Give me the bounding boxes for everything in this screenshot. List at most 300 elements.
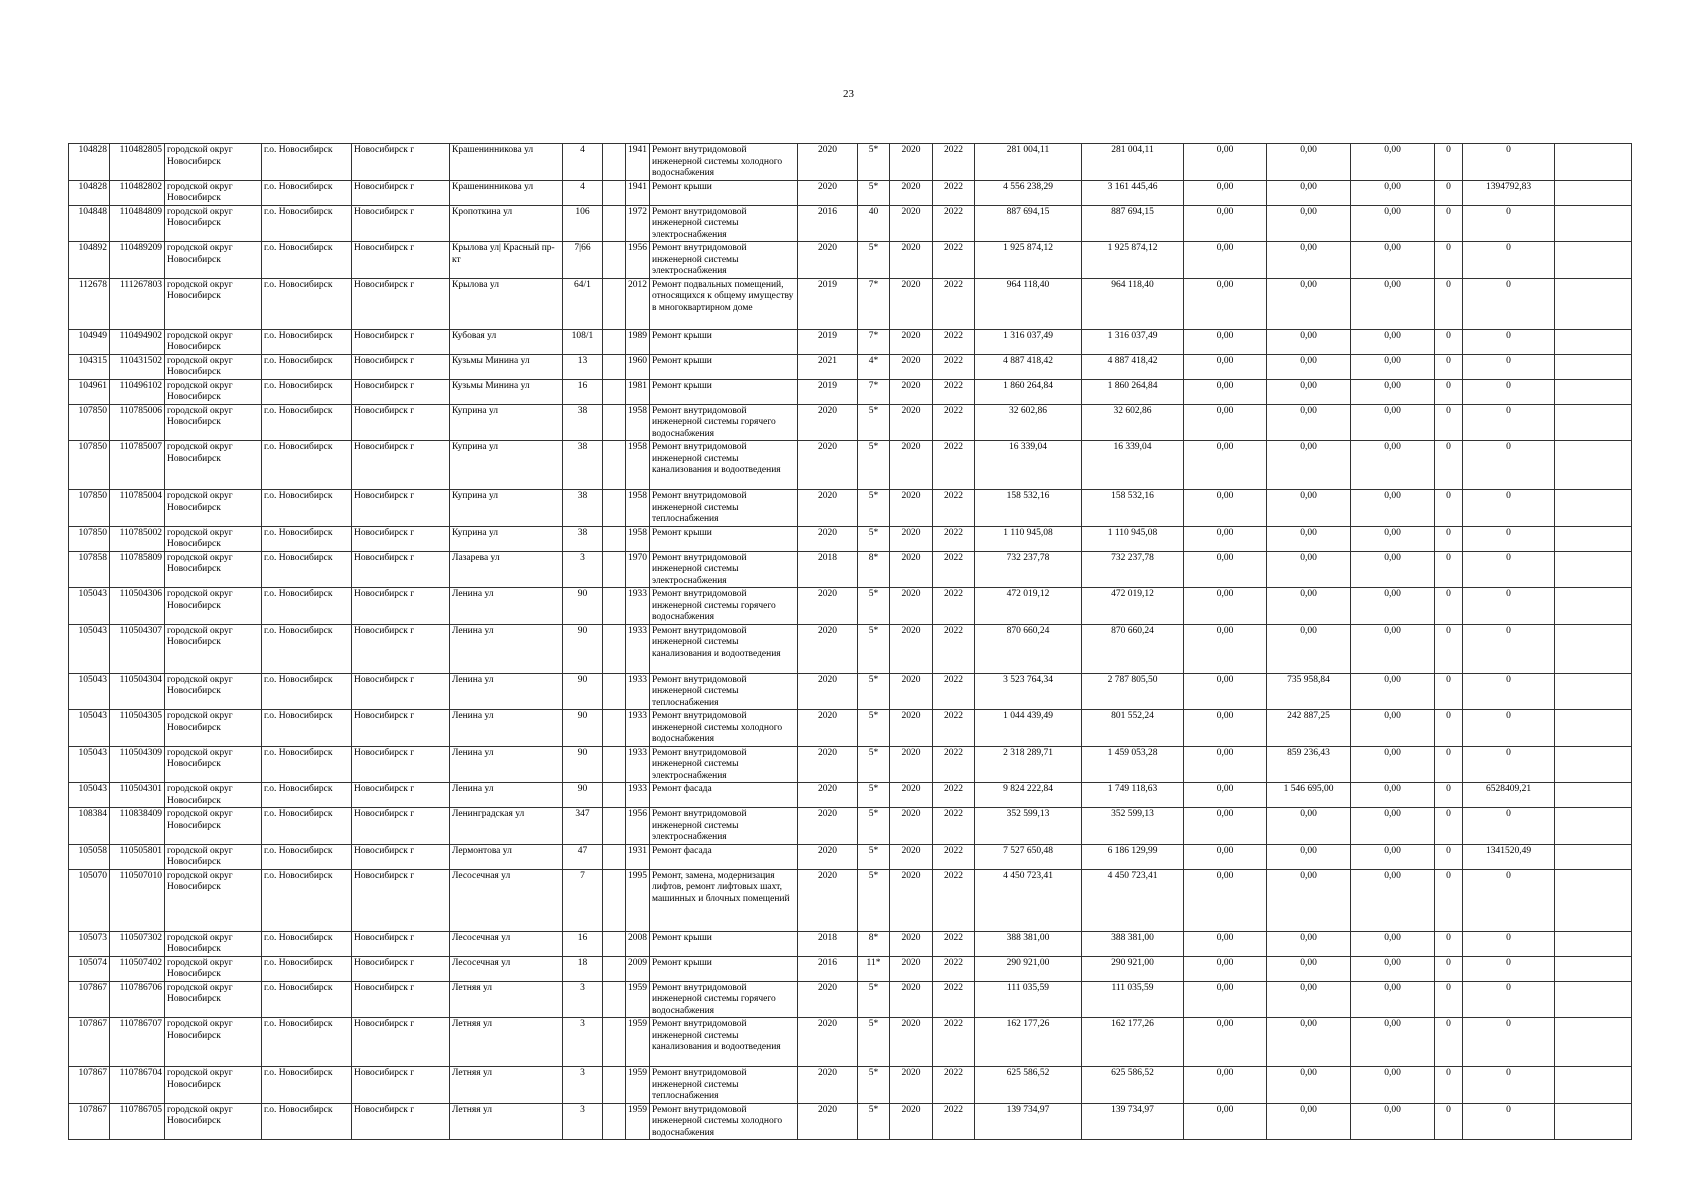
cell-city: Новосибирск г — [352, 441, 450, 490]
cell-regional-budget: 0,00 — [1267, 844, 1351, 869]
cell-note — [1555, 205, 1632, 242]
cell-house-id: 105043 — [69, 746, 110, 783]
cell-settlement: г.о. Новосибирск — [262, 278, 352, 329]
cell-note — [1555, 956, 1632, 981]
cell-period: 7* — [858, 329, 890, 354]
cell-start-year: 2020 — [890, 673, 933, 710]
cell-street: Лесосечная ул — [450, 956, 563, 981]
cell-city: Новосибирск г — [352, 1018, 450, 1067]
cell-end-year: 2022 — [933, 1103, 975, 1140]
cell-house-id: 105043 — [69, 588, 110, 625]
cell-regional-fund: 352 599,13 — [1082, 808, 1184, 845]
cell-period: 5* — [858, 242, 890, 279]
cell-year-built: 1958 — [626, 526, 650, 551]
cell-house-number: 13 — [563, 354, 603, 379]
cell-house-id: 105043 — [69, 624, 110, 673]
cell-owners-funds: 0 — [1435, 404, 1463, 441]
cell-end-year: 2022 — [933, 981, 975, 1018]
cell-total-cost: 290 921,00 — [975, 956, 1082, 981]
cell-street: Ленина ул — [450, 673, 563, 710]
cell-total-cost: 472 019,12 — [975, 588, 1082, 625]
cell-building — [603, 1067, 626, 1104]
cell-period: 5* — [858, 808, 890, 845]
table-row — [69, 1103, 1632, 1140]
cell-work-type: Ремонт внутридомовой инженерной системы электроснабжения — [650, 551, 798, 588]
cell-end-year: 2022 — [933, 242, 975, 279]
cell-federal-funds: 0,00 — [1184, 931, 1267, 956]
cell-house-number: 108/1 — [563, 329, 603, 354]
cell-settlement: г.о. Новосибирск — [262, 710, 352, 747]
cell-house-number: 7|66 — [563, 242, 603, 279]
cell-regional-fund: 139 734,97 — [1082, 1103, 1184, 1140]
cell-start-year: 2020 — [890, 379, 933, 404]
cell-settlement: г.о. Новосибирск — [262, 1018, 352, 1067]
cell-local-budget: 0,00 — [1351, 144, 1435, 181]
cell-federal-funds: 0,00 — [1184, 624, 1267, 673]
cell-owners-funds: 0 — [1435, 379, 1463, 404]
cell-federal-funds: 0,00 — [1184, 981, 1267, 1018]
cell-year-built: 1958 — [626, 490, 650, 527]
cell-federal-funds: 0,00 — [1184, 588, 1267, 625]
cell-local-budget: 0,00 — [1351, 441, 1435, 490]
table-row — [69, 180, 1632, 205]
cell-start-year: 2020 — [890, 956, 933, 981]
cell-local-budget: 0,00 — [1351, 746, 1435, 783]
cell-note — [1555, 379, 1632, 404]
cell-additional-funds: 0 — [1463, 379, 1555, 404]
cell-house-id: 105043 — [69, 673, 110, 710]
cell-note — [1555, 746, 1632, 783]
cell-city: Новосибирск г — [352, 205, 450, 242]
cell-work-type: Ремонт внутридомовой инженерной системы горячего водоснабжения — [650, 981, 798, 1018]
table-row — [69, 490, 1632, 527]
cell-work-type: Ремонт, замена, модернизация лифтов, ремонт лифтовых шахт, машинных и блочных помещений — [650, 869, 798, 931]
table-row — [69, 144, 1632, 181]
cell-period: 5* — [858, 588, 890, 625]
cell-local-budget: 0,00 — [1351, 808, 1435, 845]
cell-plan-year: 2018 — [798, 551, 858, 588]
cell-plan-year: 2020 — [798, 441, 858, 490]
cell-federal-funds: 0,00 — [1184, 1018, 1267, 1067]
cell-street: Куприна ул — [450, 490, 563, 527]
cell-additional-funds: 0 — [1463, 526, 1555, 551]
cell-total-cost: 9 824 222,84 — [975, 783, 1082, 808]
cell-settlement: г.о. Новосибирск — [262, 624, 352, 673]
cell-building — [603, 205, 626, 242]
cell-year-built: 1960 — [626, 354, 650, 379]
cell-additional-funds: 0 — [1463, 1103, 1555, 1140]
cell-period: 5* — [858, 673, 890, 710]
cell-regional-budget: 0,00 — [1267, 404, 1351, 441]
cell-owners-funds: 0 — [1435, 624, 1463, 673]
cell-regional-fund: 870 660,24 — [1082, 624, 1184, 673]
cell-federal-funds: 0,00 — [1184, 242, 1267, 279]
cell-item-code: 110838409 — [110, 808, 165, 845]
cell-total-cost: 281 004,11 — [975, 144, 1082, 181]
cell-start-year: 2020 — [890, 526, 933, 551]
cell-city: Новосибирск г — [352, 551, 450, 588]
cell-building — [603, 490, 626, 527]
cell-additional-funds: 0 — [1463, 278, 1555, 329]
table-row — [69, 379, 1632, 404]
cell-additional-funds: 0 — [1463, 1018, 1555, 1067]
cell-owners-funds: 0 — [1435, 981, 1463, 1018]
cell-total-cost: 7 527 650,48 — [975, 844, 1082, 869]
cell-local-budget: 0,00 — [1351, 931, 1435, 956]
cell-end-year: 2022 — [933, 710, 975, 747]
cell-work-type: Ремонт крыши — [650, 329, 798, 354]
cell-start-year: 2020 — [890, 746, 933, 783]
cell-item-code: 111267803 — [110, 278, 165, 329]
cell-regional-fund: 6 186 129,99 — [1082, 844, 1184, 869]
cell-local-budget: 0,00 — [1351, 329, 1435, 354]
cell-municipality: городской округ Новосибирск — [165, 1018, 262, 1067]
cell-total-cost: 388 381,00 — [975, 931, 1082, 956]
cell-owners-funds: 0 — [1435, 931, 1463, 956]
cell-federal-funds: 0,00 — [1184, 404, 1267, 441]
cell-note — [1555, 354, 1632, 379]
cell-house-number: 3 — [563, 981, 603, 1018]
cell-municipality: городской округ Новосибирск — [165, 205, 262, 242]
cell-plan-year: 2020 — [798, 1018, 858, 1067]
cell-work-type: Ремонт крыши — [650, 379, 798, 404]
cell-period: 5* — [858, 441, 890, 490]
cell-total-cost: 4 887 418,42 — [975, 354, 1082, 379]
cell-item-code: 110786705 — [110, 1103, 165, 1140]
cell-house-id: 107850 — [69, 526, 110, 551]
cell-settlement: г.о. Новосибирск — [262, 588, 352, 625]
cell-end-year: 2022 — [933, 490, 975, 527]
cell-period: 5* — [858, 144, 890, 181]
cell-work-type: Ремонт внутридомовой инженерной системы электроснабжения — [650, 205, 798, 242]
cell-work-type: Ремонт внутридомовой инженерной системы теплоснабжения — [650, 673, 798, 710]
cell-plan-year: 2020 — [798, 844, 858, 869]
cell-item-code: 110504305 — [110, 710, 165, 747]
cell-plan-year: 2020 — [798, 242, 858, 279]
cell-house-id: 107858 — [69, 551, 110, 588]
cell-regional-fund: 32 602,86 — [1082, 404, 1184, 441]
cell-period: 5* — [858, 624, 890, 673]
cell-additional-funds: 0 — [1463, 404, 1555, 441]
cell-plan-year: 2020 — [798, 710, 858, 747]
cell-street: Куприна ул — [450, 404, 563, 441]
cell-note — [1555, 180, 1632, 205]
cell-city: Новосибирск г — [352, 931, 450, 956]
cell-house-number: 18 — [563, 956, 603, 981]
cell-regional-budget: 0,00 — [1267, 379, 1351, 404]
cell-year-built: 1972 — [626, 205, 650, 242]
cell-city: Новосибирск г — [352, 526, 450, 551]
cell-street: Лесосечная ул — [450, 869, 563, 931]
cell-regional-budget: 0,00 — [1267, 242, 1351, 279]
cell-owners-funds: 0 — [1435, 354, 1463, 379]
cell-settlement: г.о. Новосибирск — [262, 205, 352, 242]
cell-local-budget: 0,00 — [1351, 379, 1435, 404]
cell-municipality: городской округ Новосибирск — [165, 588, 262, 625]
cell-owners-funds: 0 — [1435, 1067, 1463, 1104]
cell-house-id: 105043 — [69, 710, 110, 747]
cell-house-number: 38 — [563, 404, 603, 441]
cell-house-number: 47 — [563, 844, 603, 869]
cell-house-number: 3 — [563, 1067, 603, 1104]
cell-local-budget: 0,00 — [1351, 956, 1435, 981]
cell-settlement: г.о. Новосибирск — [262, 441, 352, 490]
cell-settlement: г.о. Новосибирск — [262, 869, 352, 931]
cell-regional-budget: 0,00 — [1267, 205, 1351, 242]
cell-work-type: Ремонт внутридомовой инженерной системы электроснабжения — [650, 808, 798, 845]
cell-note — [1555, 144, 1632, 181]
cell-plan-year: 2018 — [798, 931, 858, 956]
cell-total-cost: 111 035,59 — [975, 981, 1082, 1018]
cell-year-built: 2012 — [626, 278, 650, 329]
cell-local-budget: 0,00 — [1351, 205, 1435, 242]
cell-total-cost: 1 316 037,49 — [975, 329, 1082, 354]
cell-work-type: Ремонт внутридомовой инженерной системы холодного водоснабжения — [650, 710, 798, 747]
cell-municipality: городской округ Новосибирск — [165, 379, 262, 404]
cell-owners-funds: 0 — [1435, 144, 1463, 181]
cell-total-cost: 1 044 439,49 — [975, 710, 1082, 747]
cell-house-id: 104961 — [69, 379, 110, 404]
cell-building — [603, 278, 626, 329]
cell-federal-funds: 0,00 — [1184, 379, 1267, 404]
table-row — [69, 1067, 1632, 1104]
cell-plan-year: 2020 — [798, 1103, 858, 1140]
cell-note — [1555, 673, 1632, 710]
cell-regional-budget: 0,00 — [1267, 956, 1351, 981]
cell-regional-budget: 0,00 — [1267, 441, 1351, 490]
cell-regional-budget: 0,00 — [1267, 931, 1351, 956]
cell-note — [1555, 441, 1632, 490]
cell-item-code: 110785006 — [110, 404, 165, 441]
cell-regional-fund: 1 459 053,28 — [1082, 746, 1184, 783]
cell-house-number: 38 — [563, 441, 603, 490]
cell-period: 40 — [858, 205, 890, 242]
cell-note — [1555, 490, 1632, 527]
cell-regional-budget: 0,00 — [1267, 180, 1351, 205]
cell-end-year: 2022 — [933, 931, 975, 956]
cell-building — [603, 869, 626, 931]
cell-regional-budget: 0,00 — [1267, 1103, 1351, 1140]
cell-municipality: городской округ Новосибирск — [165, 808, 262, 845]
cell-year-built: 1958 — [626, 404, 650, 441]
cell-owners-funds: 0 — [1435, 710, 1463, 747]
cell-year-built: 1959 — [626, 1067, 650, 1104]
cell-regional-budget: 242 887,25 — [1267, 710, 1351, 747]
cell-local-budget: 0,00 — [1351, 1018, 1435, 1067]
cell-end-year: 2022 — [933, 278, 975, 329]
table-row — [69, 278, 1632, 329]
cell-note — [1555, 624, 1632, 673]
cell-start-year: 2020 — [890, 180, 933, 205]
cell-city: Новосибирск г — [352, 783, 450, 808]
cell-owners-funds: 0 — [1435, 1018, 1463, 1067]
cell-owners-funds: 0 — [1435, 746, 1463, 783]
cell-start-year: 2020 — [890, 404, 933, 441]
cell-additional-funds: 0 — [1463, 490, 1555, 527]
cell-federal-funds: 0,00 — [1184, 844, 1267, 869]
cell-city: Новосибирск г — [352, 710, 450, 747]
cell-building — [603, 931, 626, 956]
cell-regional-budget: 0,00 — [1267, 588, 1351, 625]
cell-street: Ленина ул — [450, 710, 563, 747]
cell-settlement: г.о. Новосибирск — [262, 144, 352, 181]
cell-work-type: Ремонт внутридомовой инженерной системы электроснабжения — [650, 746, 798, 783]
cell-owners-funds: 0 — [1435, 551, 1463, 588]
cell-period: 5* — [858, 844, 890, 869]
cell-street: Ленина ул — [450, 746, 563, 783]
cell-settlement: г.о. Новосибирск — [262, 746, 352, 783]
cell-plan-year: 2020 — [798, 144, 858, 181]
cell-work-type: Ремонт внутридомовой инженерной системы горячего водоснабжения — [650, 404, 798, 441]
cell-regional-fund: 4 450 723,41 — [1082, 869, 1184, 931]
cell-regional-fund: 388 381,00 — [1082, 931, 1184, 956]
cell-local-budget: 0,00 — [1351, 981, 1435, 1018]
cell-start-year: 2020 — [890, 551, 933, 588]
cell-work-type: Ремонт крыши — [650, 526, 798, 551]
cell-plan-year: 2020 — [798, 1067, 858, 1104]
cell-building — [603, 329, 626, 354]
cell-municipality: городской округ Новосибирск — [165, 278, 262, 329]
cell-street: Куприна ул — [450, 441, 563, 490]
cell-start-year: 2020 — [890, 1018, 933, 1067]
cell-house-number: 106 — [563, 205, 603, 242]
cell-period: 7* — [858, 379, 890, 404]
cell-building — [603, 441, 626, 490]
cell-start-year: 2020 — [890, 808, 933, 845]
cell-total-cost: 732 237,78 — [975, 551, 1082, 588]
cell-item-code: 110507302 — [110, 931, 165, 956]
cell-building — [603, 526, 626, 551]
cell-additional-funds: 0 — [1463, 710, 1555, 747]
cell-total-cost: 1 925 874,12 — [975, 242, 1082, 279]
cell-plan-year: 2016 — [798, 205, 858, 242]
cell-start-year: 2020 — [890, 869, 933, 931]
cell-total-cost: 139 734,97 — [975, 1103, 1082, 1140]
cell-item-code: 110785002 — [110, 526, 165, 551]
cell-work-type: Ремонт внутридомовой инженерной системы теплоснабжения — [650, 1067, 798, 1104]
cell-total-cost: 3 523 764,34 — [975, 673, 1082, 710]
cell-item-code: 110504306 — [110, 588, 165, 625]
cell-additional-funds: 1341520,49 — [1463, 844, 1555, 869]
cell-item-code: 110494902 — [110, 329, 165, 354]
cell-federal-funds: 0,00 — [1184, 1103, 1267, 1140]
cell-plan-year: 2016 — [798, 956, 858, 981]
cell-federal-funds: 0,00 — [1184, 808, 1267, 845]
cell-end-year: 2022 — [933, 526, 975, 551]
cell-municipality: городской округ Новосибирск — [165, 551, 262, 588]
cell-end-year: 2022 — [933, 1067, 975, 1104]
cell-house-id: 104892 — [69, 242, 110, 279]
cell-year-built: 1956 — [626, 808, 650, 845]
cell-work-type: Ремонт фасада — [650, 783, 798, 808]
cell-regional-fund: 162 177,26 — [1082, 1018, 1184, 1067]
cell-regional-budget: 0,00 — [1267, 278, 1351, 329]
cell-additional-funds: 0 — [1463, 551, 1555, 588]
cell-total-cost: 887 694,15 — [975, 205, 1082, 242]
cell-work-type: Ремонт внутридомовой инженерной системы канализования и водоотведения — [650, 1018, 798, 1067]
cell-regional-budget: 0,00 — [1267, 490, 1351, 527]
cell-total-cost: 1 110 945,08 — [975, 526, 1082, 551]
cell-street: Кубовая ул — [450, 329, 563, 354]
cell-note — [1555, 981, 1632, 1018]
cell-municipality: городской округ Новосибирск — [165, 931, 262, 956]
cell-start-year: 2020 — [890, 441, 933, 490]
cell-building — [603, 710, 626, 747]
cell-item-code: 110786707 — [110, 1018, 165, 1067]
cell-item-code: 110507402 — [110, 956, 165, 981]
cell-settlement: г.о. Новосибирск — [262, 180, 352, 205]
cell-start-year: 2020 — [890, 354, 933, 379]
cell-city: Новосибирск г — [352, 278, 450, 329]
cell-additional-funds: 0 — [1463, 242, 1555, 279]
cell-owners-funds: 0 — [1435, 329, 1463, 354]
cell-street: Ленина ул — [450, 624, 563, 673]
cell-note — [1555, 783, 1632, 808]
cell-additional-funds: 0 — [1463, 205, 1555, 242]
cell-owners-funds: 0 — [1435, 205, 1463, 242]
cell-item-code: 110504301 — [110, 783, 165, 808]
table-row — [69, 354, 1632, 379]
cell-house-id: 107867 — [69, 1018, 110, 1067]
cell-street: Кропоткина ул — [450, 205, 563, 242]
cell-start-year: 2020 — [890, 588, 933, 625]
cell-settlement: г.о. Новосибирск — [262, 783, 352, 808]
cell-house-id: 107867 — [69, 1103, 110, 1140]
table-row — [69, 931, 1632, 956]
cell-street: Ленина ул — [450, 783, 563, 808]
cell-settlement: г.о. Новосибирск — [262, 956, 352, 981]
cell-period: 5* — [858, 526, 890, 551]
cell-total-cost: 32 602,86 — [975, 404, 1082, 441]
cell-start-year: 2020 — [890, 783, 933, 808]
cell-start-year: 2020 — [890, 329, 933, 354]
cell-house-number: 3 — [563, 1018, 603, 1067]
cell-regional-fund: 964 118,40 — [1082, 278, 1184, 329]
cell-house-number: 90 — [563, 588, 603, 625]
cell-work-type: Ремонт крыши — [650, 354, 798, 379]
cell-additional-funds: 0 — [1463, 808, 1555, 845]
cell-federal-funds: 0,00 — [1184, 144, 1267, 181]
cell-note — [1555, 710, 1632, 747]
cell-additional-funds: 0 — [1463, 624, 1555, 673]
cell-year-built: 1933 — [626, 710, 650, 747]
cell-settlement: г.о. Новосибирск — [262, 490, 352, 527]
cell-period: 8* — [858, 551, 890, 588]
cell-item-code: 110431502 — [110, 354, 165, 379]
cell-total-cost: 625 586,52 — [975, 1067, 1082, 1104]
cell-work-type: Ремонт подвальных помещений, относящихся к общему имуществу в многоквартирном доме — [650, 278, 798, 329]
cell-period: 5* — [858, 710, 890, 747]
cell-local-budget: 0,00 — [1351, 551, 1435, 588]
cell-settlement: г.о. Новосибирск — [262, 329, 352, 354]
cell-building — [603, 588, 626, 625]
cell-municipality: городской округ Новосибирск — [165, 1103, 262, 1140]
cell-house-number: 38 — [563, 526, 603, 551]
table-row — [69, 242, 1632, 279]
cell-street: Крылова ул| Красный пр-кт — [450, 242, 563, 279]
cell-year-built: 1959 — [626, 1103, 650, 1140]
cell-street: Летняя ул — [450, 981, 563, 1018]
cell-local-budget: 0,00 — [1351, 1067, 1435, 1104]
cell-period: 5* — [858, 783, 890, 808]
cell-house-id: 105043 — [69, 783, 110, 808]
cell-building — [603, 673, 626, 710]
cell-period: 7* — [858, 278, 890, 329]
cell-federal-funds: 0,00 — [1184, 490, 1267, 527]
cell-local-budget: 0,00 — [1351, 526, 1435, 551]
cell-additional-funds: 0 — [1463, 588, 1555, 625]
cell-house-number: 90 — [563, 746, 603, 783]
